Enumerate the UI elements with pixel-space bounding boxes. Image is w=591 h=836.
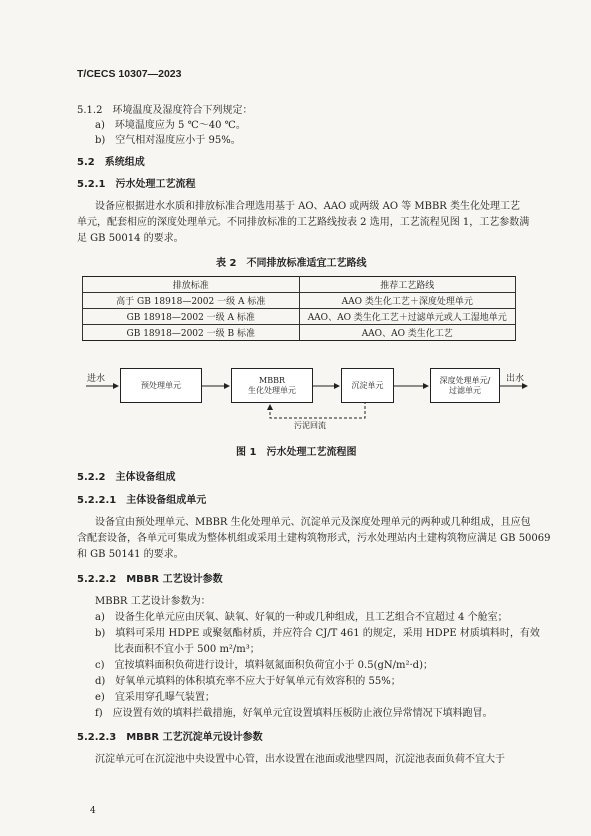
table-cell: AAO、AO 类生化工艺＋过滤单元或人工湿地单元 — [299, 309, 516, 325]
advanced-treatment-unit-box — [430, 368, 500, 403]
section-5-2-2-2-heading: 5.2.2.2 MBBR 工艺设计参数 — [77, 574, 223, 585]
table-caption: 表 2 不同排放标准适宜工艺路线 — [216, 258, 367, 269]
table-cell: AAO 类生化工艺＋深度处理单元 — [299, 293, 516, 309]
paragraph-line: 含配套设备，各单元可集成为整体机组或采用土建构筑物形式，污水处理站内土建构筑物应满足 GB 50069 — [77, 533, 551, 544]
figure-caption: 图 1 污水处理工艺流程图 — [236, 447, 357, 458]
section-5-1-2-heading: 5.1.2 环境温度及湿度符合下列规定： — [77, 105, 253, 116]
list-item: e) 宜采用穿孔曝气装置； — [95, 692, 215, 703]
pretreatment-unit-label: 预处理单元 — [141, 380, 181, 390]
list-item: 比表面积不宜小于 500 m²/m³； — [114, 644, 260, 655]
table-cell: GB 18918—2002 一级 A 标准 — [83, 309, 300, 325]
filter-unit-label: 过滤单元 — [449, 385, 481, 395]
mbbr-unit-box — [231, 368, 313, 403]
mbbr-unit-label: MBBR — [259, 375, 285, 385]
mbbr-unit-sublabel: 生化处理单元 — [248, 385, 296, 395]
list-item: d) 好氧单元填料的体积填充率不应大于好氧单元有效容积的 55%； — [95, 676, 401, 687]
table-header-cell: 排放标准 — [83, 277, 300, 293]
paragraph-line: MBBR 工艺设计参数为： — [95, 596, 211, 607]
pretreatment-unit-box — [120, 368, 202, 403]
paragraph-line: 和 GB 50141 的要求。 — [77, 549, 184, 560]
list-item: f) 应设置有效的填料拦截措施，好氧单元宜设置填料压板防止液位异常情况下填料跑冒。 — [95, 708, 493, 719]
paragraph-line: 单元，配套相应的深度处理单元。不同排放标准的工艺路线按表 2 选用，工艺流程见图 1，工艺参数满 — [77, 217, 530, 228]
item-b: b) 空气相对湿度应小于 95%。 — [95, 135, 241, 146]
advanced-treatment-label: 深度处理单元/ — [439, 375, 491, 385]
inlet-label: 进水 — [87, 374, 106, 384]
section-5-2-2-1-heading: 5.2.2.1 主体设备组成单元 — [77, 495, 207, 506]
section-5-2-2-heading: 5.2.2 主体设备组成 — [77, 472, 176, 483]
item-a: a) 环境温度应为 5 ℃～40 ℃。 — [95, 120, 246, 131]
list-item: c) 宜按填料面积负荷进行设计，填料氨氮面积负荷宜小于 0.5(gN/m²·d)； — [95, 660, 433, 671]
section-5-2-1-heading: 5.2.1 污水处理工艺流程 — [77, 179, 196, 190]
paragraph-line: 沉淀单元可在沉淀池中央设置中心管，出水设置在池面或池壁四周，沉淀池表面负荷不宜大于 — [95, 754, 505, 765]
section-5-2-heading: 5.2 系统组成 — [77, 157, 145, 168]
list-item: a) 设备生化单元应由厌氧、缺氧、好氧的一种或几种组成，且工艺组合不宜超过 4 个舱室； — [95, 612, 508, 623]
paragraph-line: 设备宜由预处理单元、MBBR 生化处理单元、沉淀单元及深度处理单元的两种或几种组成，且应包 — [95, 517, 531, 528]
list-item: b) 填料可采用 HDPE 或聚氨酯材质，并应符合 CJ/T 461 的规定，采用 HDPE 材质填料时，有效 — [95, 628, 540, 639]
paragraph-line: 设备应根据进水水质和排放标准合理选用基于 AO、AAO 或两级 AO 等 MBBR 类生化处理工艺 — [95, 201, 521, 212]
table-cell: 高于 GB 18918—2002 一级 A 标准 — [83, 293, 300, 309]
sludge-return-label: 污泥回流 — [294, 421, 326, 430]
document-header: T/CECS 10307—2023 — [77, 68, 182, 80]
section-5-2-2-3-heading: 5.2.2.3 MBBR 工艺沉淀单元设计参数 — [77, 732, 263, 743]
settling-unit-box — [341, 368, 394, 403]
table-header-cell: 推荐工艺路线 — [299, 277, 516, 293]
table-cell: AAO、AO 类生化工艺 — [299, 325, 516, 341]
settling-unit-label: 沉淀单元 — [351, 380, 384, 390]
paragraph-line: 足 GB 50014 的要求。 — [77, 233, 184, 244]
outlet-label: 出水 — [506, 374, 525, 384]
page-number: 4 — [90, 806, 96, 816]
table-cell: GB 18918—2002 一级 B 标准 — [83, 325, 300, 341]
